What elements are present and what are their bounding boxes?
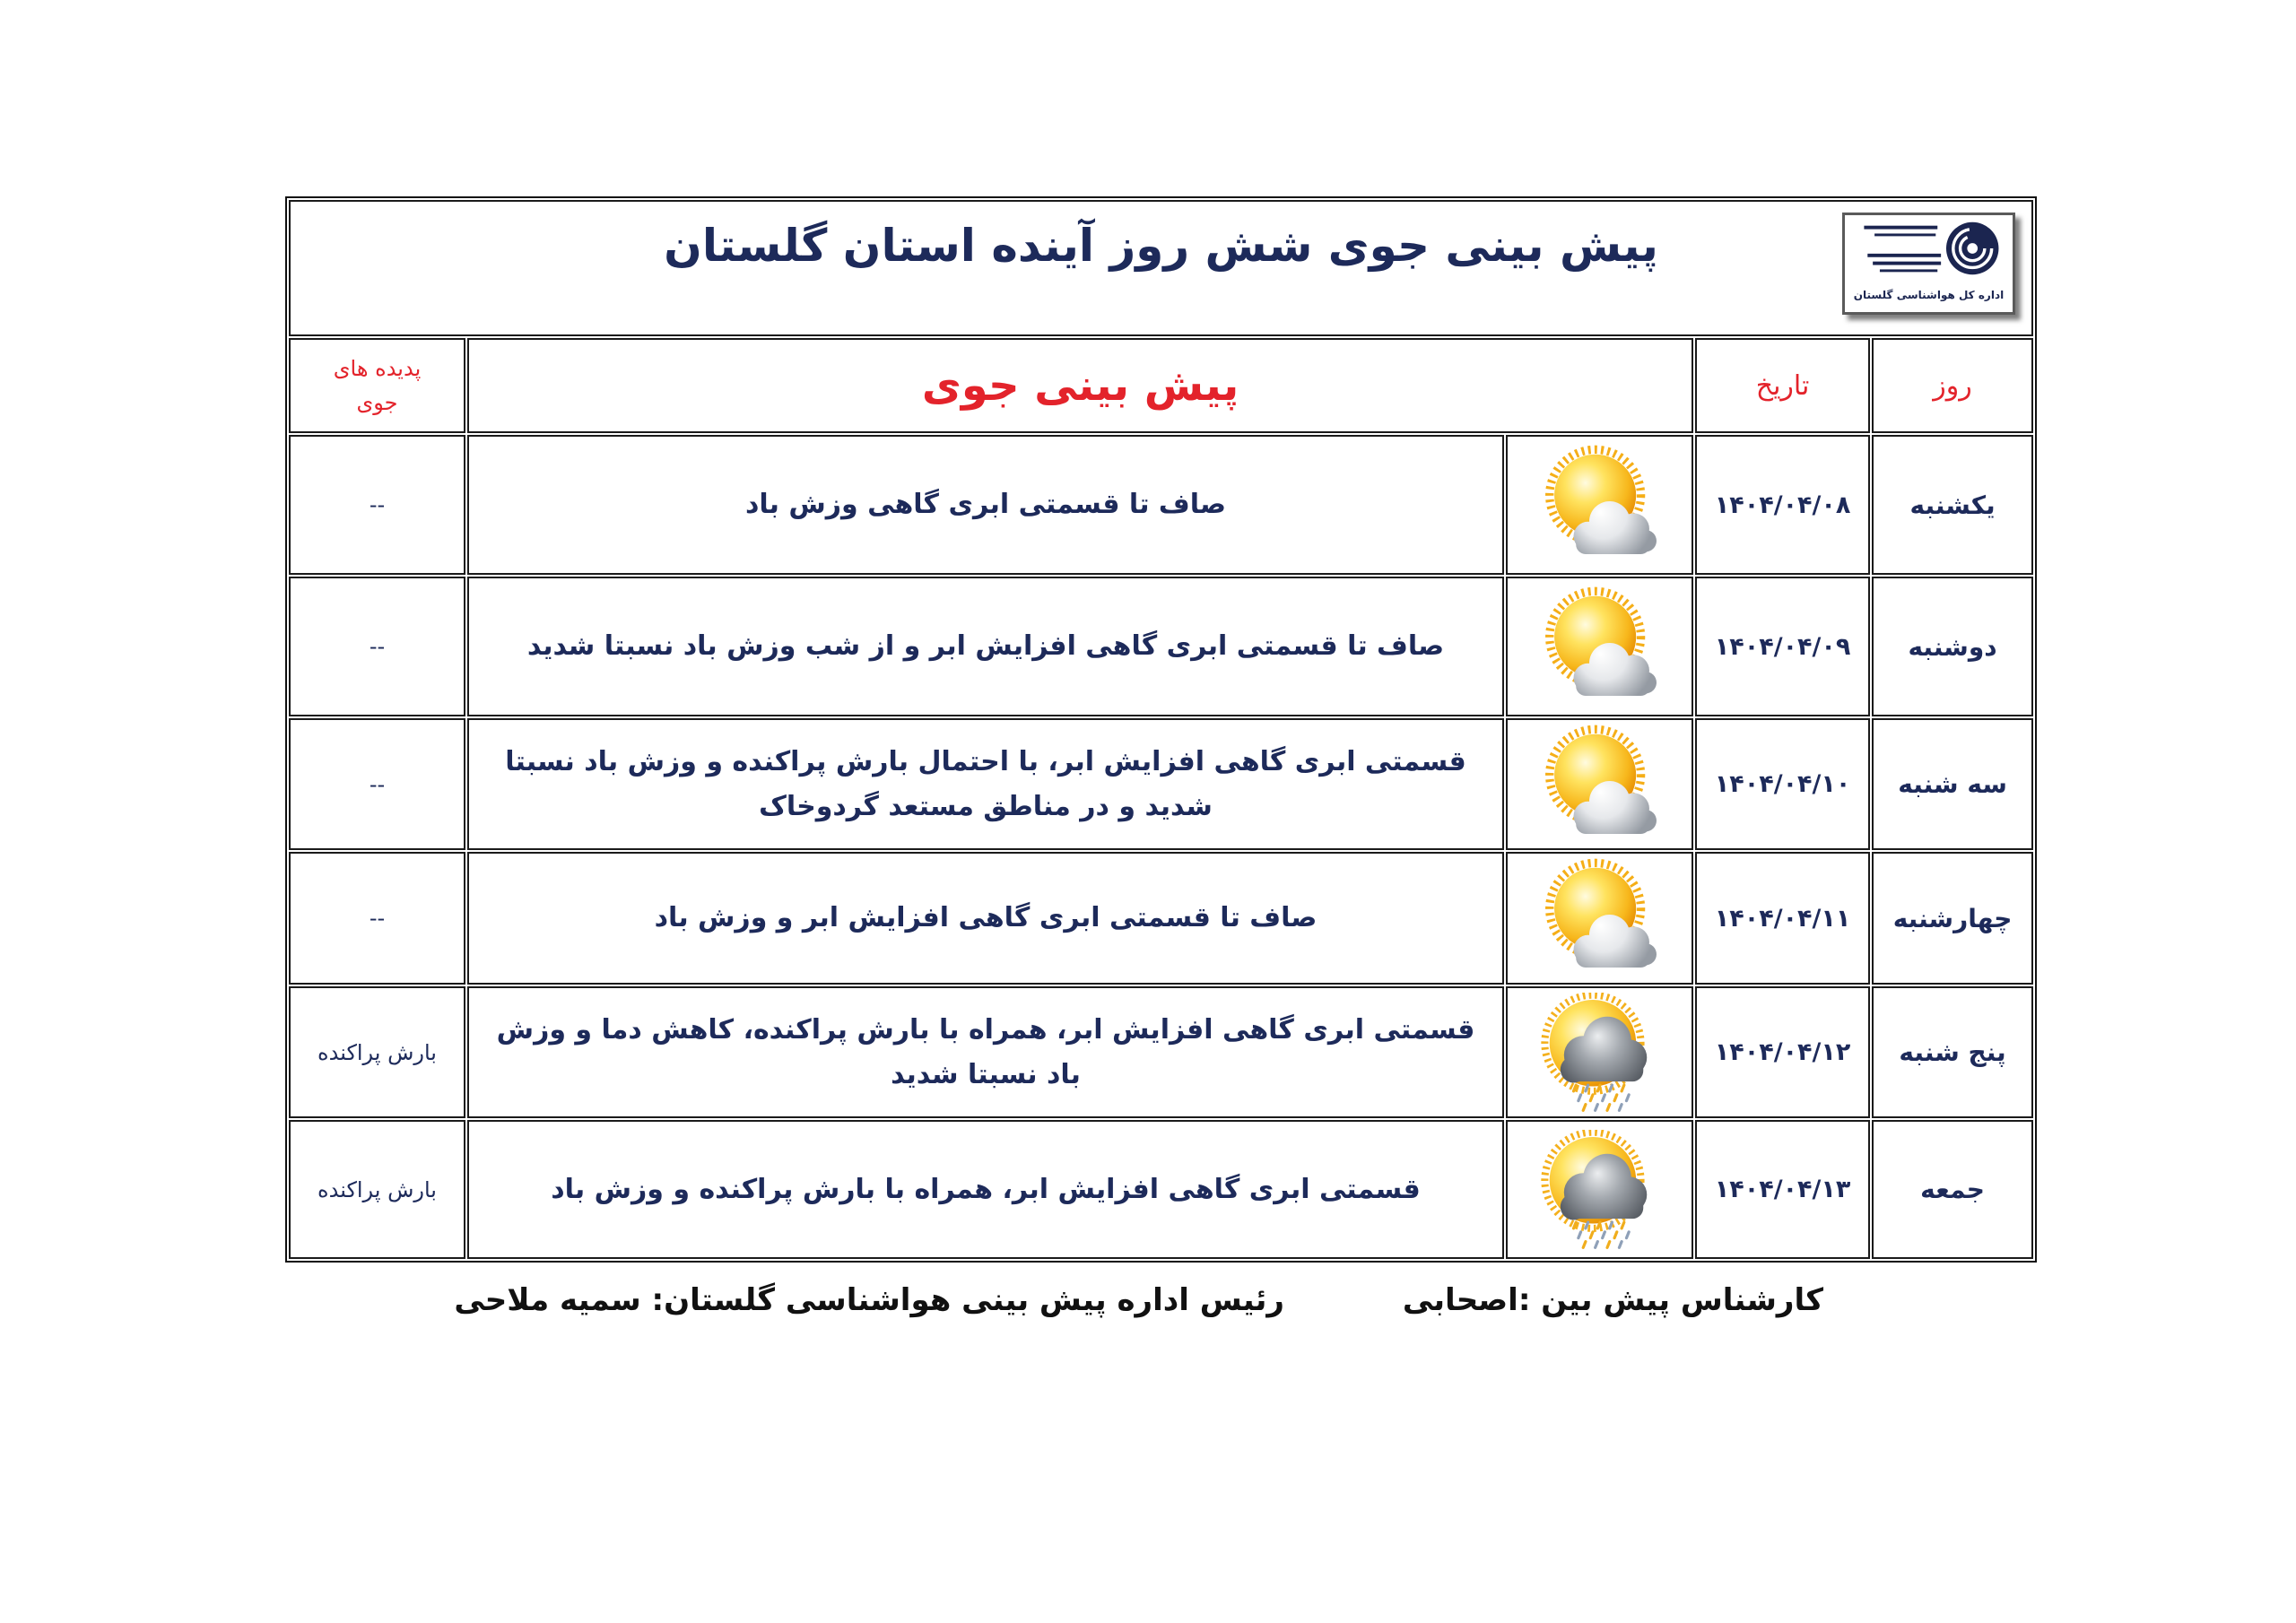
date-cell — [1695, 435, 1870, 575]
forecast-text: صاف تا قسمتی ابری گاهی افزایش ابر و از شب وزش باد نسبتا شدید — [526, 630, 1445, 663]
logo-caption: اداره کل هواشناسی گلستان — [1853, 289, 2005, 301]
phenomena-text: -- — [369, 771, 386, 797]
day-name: جمعه — [1920, 1175, 1985, 1204]
forecaster-signature: کارشناس پیش بین :اصحابی — [1402, 1282, 1823, 1318]
header-day-cell — [1872, 338, 2033, 433]
sun-behind-cloud-graphic — [1540, 586, 1660, 707]
header-phenomena-cell — [289, 338, 465, 433]
day-cell — [1872, 852, 2033, 985]
weather-icon-cell — [1506, 718, 1693, 850]
header-phenomena: پدیده های جوی — [333, 355, 422, 415]
forecast-text: قسمتی ابری گاهی افزایش ابر، همراه با بارش پراکنده، کاهش دما و وزش باد نسبتا شدید — [496, 1014, 1475, 1090]
header-forecast-cell — [467, 338, 1693, 433]
day-name: یکشنبه — [1909, 490, 1996, 520]
weather-icon-cell — [1506, 1120, 1693, 1259]
phenomena-text: بارش پراکنده — [317, 1039, 437, 1065]
phenomena-cell — [289, 852, 465, 985]
weather-icon-cell — [1506, 577, 1693, 716]
column-header-row — [289, 338, 2033, 433]
phenomena-text: -- — [369, 634, 386, 659]
sun-behind-cloud-icon — [1540, 586, 1660, 707]
day-name: سه شنبه — [1898, 769, 2007, 799]
sun-behind-cloud-icon — [1540, 725, 1660, 845]
sun-behind-cloud-icon — [1540, 445, 1660, 565]
phenomena-text: -- — [369, 906, 386, 931]
sun-cloud-rain-icon — [1540, 993, 1660, 1113]
date-value: ۱۴۰۴/۰۴/۱۰ — [1714, 770, 1851, 798]
date-value: ۱۴۰۴/۰۴/۱۱ — [1714, 904, 1851, 933]
date-cell — [1695, 577, 1870, 716]
weather-icon-cell — [1506, 435, 1693, 575]
sun-cloud-rain-icon — [1540, 1130, 1660, 1250]
day-cell — [1872, 435, 2033, 575]
date-value: ۱۴۰۴/۰۴/۱۲ — [1714, 1038, 1851, 1066]
forecast-text: صاف تا قسمتی ابری گاهی وزش باد — [745, 489, 1227, 521]
forecast-row — [289, 986, 2033, 1118]
forecast-row — [289, 1120, 2033, 1259]
phenomena-cell — [289, 435, 465, 575]
forecast-text: قسمتی ابری گاهی افزایش ابر، با احتمال بارش پراکنده و وزش باد نسبتا شدید و در مناطق مستعد گردوخاک — [505, 746, 1466, 822]
date-cell — [1695, 1120, 1870, 1259]
day-name: دوشنبه — [1908, 631, 1997, 662]
day-cell — [1872, 577, 2033, 716]
sun-behind-cloud-graphic — [1540, 858, 1660, 978]
sun-behind-cloud-icon — [1540, 858, 1660, 978]
day-cell — [1872, 986, 2033, 1118]
date-value: ۱۴۰۴/۰۴/۰۸ — [1714, 490, 1851, 519]
forecast-cell — [467, 986, 1504, 1118]
forecast-cell — [467, 577, 1504, 716]
weather-icon-cell — [1506, 852, 1693, 985]
phenomena-cell — [289, 986, 465, 1118]
phenomena-cell — [289, 577, 465, 716]
date-value: ۱۴۰۴/۰۴/۰۹ — [1714, 632, 1851, 661]
weather-icon-cell — [1506, 986, 1693, 1118]
forecast-cell — [467, 435, 1504, 575]
date-cell — [1695, 986, 1870, 1118]
day-name: پنج شنبه — [1899, 1037, 2006, 1067]
day-cell — [1872, 1120, 2033, 1259]
date-cell — [1695, 852, 1870, 985]
office-head-signature: رئیس اداره پیش بینی هواشناسی گلستان: سمیه ملاحی — [454, 1282, 1284, 1318]
phenomena-cell — [289, 718, 465, 850]
title-cell — [289, 200, 2033, 336]
forecast-cell — [467, 1120, 1504, 1259]
phenomena-cell — [289, 1120, 465, 1259]
day-name: چهارشنبه — [1892, 903, 2013, 933]
sun-cloud-rain-graphic — [1540, 1130, 1660, 1250]
forecast-row — [289, 435, 2033, 575]
sun-cloud-rain-graphic — [1540, 993, 1660, 1113]
sun-behind-cloud-graphic — [1540, 445, 1660, 565]
forecast-table — [285, 196, 2037, 1263]
forecast-text: صاف تا قسمتی ابری گاهی افزایش ابر و وزش باد — [654, 902, 1318, 934]
page-title: پیش بینی جوی شش روز آینده استان گلستان — [664, 220, 1658, 272]
day-cell — [1872, 718, 2033, 850]
meteorology-emblem-icon — [1848, 215, 2010, 283]
forecast-row — [289, 718, 2033, 850]
forecast-cell — [467, 852, 1504, 985]
title-row — [289, 200, 2033, 336]
phenomena-text: بارش پراکنده — [317, 1176, 437, 1202]
header-date-cell — [1695, 338, 1870, 433]
sun-behind-cloud-graphic — [1540, 725, 1660, 845]
forecast-row — [289, 577, 2033, 716]
date-value: ۱۴۰۴/۰۴/۱۳ — [1714, 1176, 1851, 1203]
phenomena-text: -- — [369, 492, 386, 517]
forecast-text: قسمتی ابری گاهی افزایش ابر، همراه با بارش پراکنده و وزش باد — [551, 1173, 1421, 1205]
date-cell — [1695, 718, 1870, 850]
forecast-cell — [467, 718, 1504, 850]
forecast-row — [289, 852, 2033, 985]
header-forecast: پیش بینی جوی — [921, 360, 1239, 411]
title-bar — [291, 202, 2031, 334]
meteorology-logo — [1842, 213, 2015, 315]
header-date: تاریخ — [1755, 369, 1810, 402]
header-day: روز — [1933, 369, 1972, 402]
